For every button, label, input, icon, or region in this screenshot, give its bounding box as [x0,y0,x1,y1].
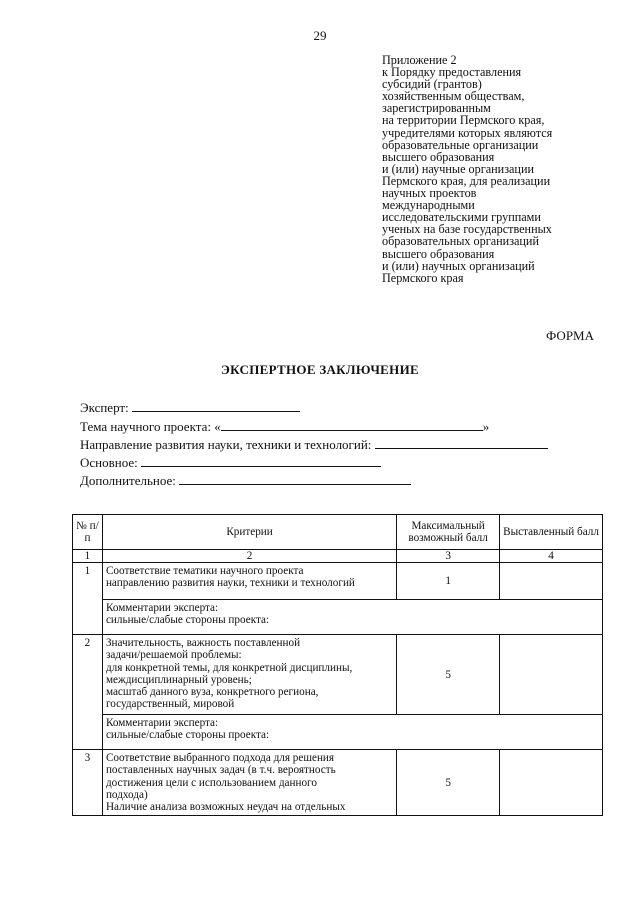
criterion-line: для конкретной темы, для конкретной дисциплины, [105,661,353,674]
direction-blank-line[interactable] [375,437,548,449]
column-numbers-row [73,550,603,563]
additional-direction-field [80,473,411,489]
evaluation-table [72,514,603,816]
criterion-line: Соответствие тематики научного проекта [105,565,304,578]
comment-line: Комментарии эксперта: [105,717,219,730]
appendix-line: образовательных организаций [382,234,539,249]
topic-field [80,419,489,435]
appendix-line: высшего образования [382,246,495,261]
comment-line: сильные/слабые стороны проекта: [105,729,270,742]
additional-direction-blank-line[interactable] [179,473,411,485]
expert-label: Эксперт: [80,400,129,415]
expert-field [80,400,300,416]
column-number: 2 [102,550,396,563]
appendix-line: Пермского края, для реализации [382,173,551,188]
appendix-line: и (или) научных организаций [382,258,535,273]
page-number: 29 [313,28,327,43]
appendix-line: научных проектов [382,186,477,201]
max-score-cell: 1 [397,563,500,600]
document-title: ЭКСПЕРТНОЕ ЗАКЛЮЧЕНИЕ [221,362,419,377]
row-number: 2 [73,635,103,750]
comment-line: Комментарии эксперта: [105,602,219,615]
criterion-line: подхода) [105,788,148,801]
header-criteria: Критерии [102,515,396,550]
comment-row [73,715,603,750]
table-row [73,563,603,600]
appendix-line: международными [382,198,475,213]
expert-blank-line[interactable] [132,400,300,412]
given-score-cell[interactable] [500,750,603,816]
header-number: № п/п [73,515,103,550]
appendix-line: хозяйственным обществам, [382,89,525,104]
appendix-line: субсидий (грантов) [382,77,482,92]
direction-label: Направление развития науки, техники и технологий: [80,437,372,452]
criterion-line: государственный, мировой [105,698,235,711]
table-row [73,750,603,816]
main-direction-field [80,455,381,471]
given-score-cell[interactable] [500,563,603,600]
appendix-line: исследовательскими группами [382,210,541,225]
expert-comment-cell[interactable] [102,715,602,750]
given-score-cell[interactable] [500,635,603,715]
form-label: ФОРМА [546,328,594,343]
column-number: 4 [500,550,603,563]
main-direction-label: Основное: [80,455,138,470]
max-score-cell: 5 [397,750,500,816]
criterion-line: масштаб данного вуза, конкретного региона, [105,686,319,699]
appendix-line: на территории Пермского края, [382,113,545,128]
appendix-line: ученых на базе государственных [382,222,552,237]
topic-label: Тема научного проекта: « [80,419,221,434]
comment-row [73,600,603,635]
criterion-line: Значительность, важность поставленной [105,637,301,650]
criterion-text [102,750,396,816]
appendix-line: зарегистрированным [382,101,491,116]
direction-field [80,437,548,453]
table-row [73,635,603,715]
appendix-line: образовательные организации [382,137,539,152]
row-number: 3 [73,750,103,816]
appendix-line: высшего образования [382,149,495,164]
main-direction-blank-line[interactable] [141,455,381,467]
comment-line: сильные/слабые стороны проекта: [105,614,270,627]
table-header-row [73,515,603,550]
expert-comment-cell[interactable] [102,600,602,635]
row-number: 1 [73,563,103,635]
criterion-line: Наличие анализа возможных неудач на отдельных [105,801,346,814]
criterion-text [102,563,396,600]
appendix-line: и (или) научные организации [382,161,534,176]
header-given-score: Выставленный балл [500,515,603,550]
appendix-reference [382,54,622,284]
criterion-line: направлению развития науки, техники и технологий [105,577,355,590]
max-score-cell: 5 [397,635,500,715]
topic-close-quote: » [482,419,490,434]
appendix-line: к Порядку предоставления [382,65,522,80]
criterion-line: Соответствие выбранного подхода для решения [105,752,335,765]
appendix-line: учредителями которых являются [382,125,553,140]
criterion-line: задачи/решаемой проблемы: [105,649,242,662]
column-number: 1 [73,550,103,563]
appendix-line: Пермского края [382,270,464,285]
criterion-text [102,635,396,715]
column-number: 3 [397,550,500,563]
additional-direction-label: Дополнительное: [80,473,176,488]
criterion-line: достижения цели с использованием данного [105,776,317,789]
appendix-line: Приложение 2 [382,53,457,67]
topic-blank-line[interactable] [221,419,483,431]
header-max-score: Максимальный возможный балл [397,515,500,550]
criterion-line: междисциплинарный уровень; [105,673,252,686]
criterion-line: поставленных научных задач (в т.ч. вероятность [105,764,336,777]
